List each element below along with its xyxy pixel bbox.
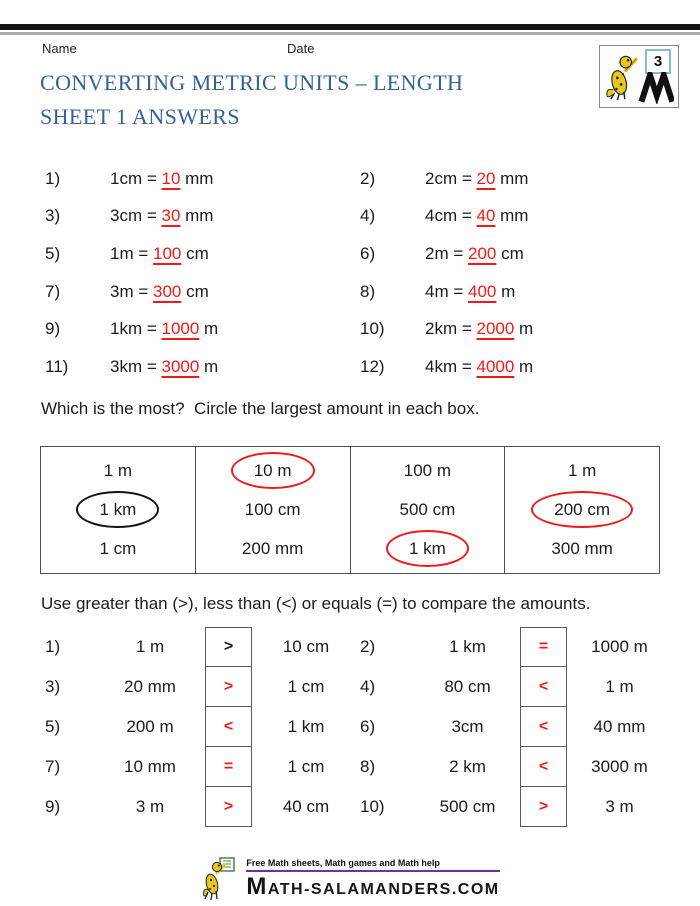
amount-option: 300 mm [551, 538, 613, 558]
comparison-symbol-box [205, 707, 252, 747]
problem-number: 6) [360, 717, 376, 736]
page-title-line2: SHEET 1 ANSWERS [40, 104, 240, 129]
compare-instruction: Use greater than (>), less than (<) or equals (=) to compare the amounts. [41, 594, 591, 613]
equation [110, 319, 360, 339]
comparison-symbol-box [205, 787, 252, 827]
left-amount: 200 m [126, 717, 174, 736]
equation-unit: m [514, 356, 534, 376]
conversion-row [0, 235, 700, 273]
equation-unit: cm [496, 243, 524, 263]
equation-lhs: 4m = [425, 281, 468, 301]
equation-lhs: 1m = [110, 243, 153, 263]
right-amount: 40 cm [282, 797, 330, 816]
most-box [41, 447, 195, 573]
problem-number: 7) [45, 281, 61, 301]
footer-logo-group [200, 856, 499, 902]
answer: 3000 [161, 356, 200, 376]
equation [425, 244, 675, 264]
equation-unit: mm [180, 168, 214, 188]
equation [425, 206, 675, 226]
footer-tagline: Free Math sheets, Math games and Math help [246, 856, 499, 872]
conversion-row [0, 198, 700, 236]
compare-row [0, 627, 700, 667]
comparison-symbol: < [223, 717, 234, 735]
equation-lhs: 1km = [110, 319, 162, 339]
comparison-symbol-box [520, 627, 567, 667]
comparison-symbol: = [223, 757, 234, 775]
equation-lhs: 4cm = [425, 206, 477, 226]
amount-option: 100 m [403, 461, 451, 481]
circled-answer: 200 cm [554, 499, 610, 519]
problem-number: 4) [360, 206, 376, 226]
conversion-row [0, 348, 700, 386]
problem-number: 1) [45, 168, 61, 188]
answer: 400 [468, 281, 497, 301]
most-box [350, 447, 505, 573]
problem-number: 3) [45, 677, 61, 696]
compare-row [0, 747, 700, 787]
equation [110, 206, 360, 226]
equation-unit: cm [181, 281, 209, 301]
right-amount: 1 km [287, 717, 325, 736]
equation-unit: mm [180, 206, 214, 226]
answer: 30 [161, 206, 181, 226]
amount-option: 500 cm [399, 499, 456, 519]
amount-option: 200 mm [241, 538, 304, 558]
answer: 2000 [476, 319, 515, 339]
right-amount: 3000 m [591, 757, 648, 776]
conversion-row [0, 160, 700, 198]
equation [425, 319, 675, 339]
comparison-symbol-box [520, 707, 567, 747]
answer: 40 [476, 206, 496, 226]
footer-salamander-icon [200, 856, 244, 902]
top-divider-bar [0, 24, 700, 30]
equation-unit: mm [495, 206, 529, 226]
problem-number: 4) [360, 677, 376, 696]
equation [110, 282, 360, 302]
comparison-symbol-box [205, 627, 252, 667]
comparison-symbol-box [520, 667, 567, 707]
equation-unit: m [199, 319, 219, 339]
problem-number: 6) [360, 243, 376, 263]
equation [110, 357, 360, 377]
equation [110, 244, 360, 264]
amount-option: 1 m [103, 461, 133, 481]
equation-unit: mm [495, 168, 529, 188]
circled-answer: 1 km [408, 538, 446, 558]
math-salamanders-logo [599, 45, 679, 108]
answer: 10 [161, 168, 181, 188]
equation-lhs: 1cm = [110, 168, 162, 188]
left-amount: 20 mm [124, 677, 176, 696]
comparison-symbol: = [538, 638, 549, 655]
grade-badge: 3 [645, 49, 671, 74]
problem-number: 9) [45, 319, 61, 339]
compare-row [0, 707, 700, 747]
equation [425, 169, 675, 189]
comparison-symbol: < [538, 717, 549, 735]
most-instruction: Which is the most? Circle the largest amount in each box. [41, 399, 480, 418]
problem-number: 7) [45, 757, 61, 776]
left-amount: 1 m [135, 637, 165, 656]
right-amount: 1000 m [591, 637, 648, 656]
comparison-symbol: > [223, 797, 234, 815]
equation-unit: m [199, 356, 219, 376]
comparison-symbol: > [223, 677, 234, 695]
equation-lhs: 4km = [425, 356, 477, 376]
comparison-symbol: > [538, 797, 549, 815]
answer: 4000 [476, 356, 515, 376]
left-amount: 3 m [135, 797, 165, 816]
answer: 200 [468, 243, 497, 263]
page-title-line1: CONVERTING METRIC UNITS – LENGTH [40, 70, 464, 95]
comparison-symbol-box [205, 747, 252, 787]
equation-unit: cm [181, 243, 209, 263]
left-amount: 3cm [451, 717, 484, 736]
right-amount: 10 cm [282, 637, 330, 656]
footer [0, 856, 700, 902]
problem-number: 2) [360, 168, 376, 188]
equation-lhs: 2cm = [425, 168, 477, 188]
left-amount: 80 cm [444, 677, 491, 696]
problem-number: 1) [45, 637, 61, 656]
page-title [40, 66, 600, 134]
amount-option: 100 cm [244, 499, 301, 519]
equation-lhs: 2m = [425, 243, 468, 263]
largest-amount-table [40, 446, 660, 574]
equation-lhs: 3m = [110, 281, 153, 301]
date-label: Date [287, 41, 315, 56]
right-amount: 1 cm [287, 757, 325, 776]
problem-number: 10) [360, 797, 385, 816]
most-box [504, 447, 659, 573]
conversion-problems [0, 160, 700, 386]
answer: 20 [476, 168, 496, 188]
right-amount: 40 mm [593, 717, 646, 736]
problem-number: 8) [360, 281, 376, 301]
problem-number: 9) [45, 797, 61, 816]
problem-number: 5) [45, 717, 61, 736]
footer-text-block [246, 856, 499, 901]
m-logo-icon [638, 72, 674, 109]
salamander-icon [603, 50, 641, 107]
equation [425, 282, 675, 302]
comparison-symbol: < [538, 677, 549, 695]
answer: 1000 [161, 319, 200, 339]
equation-unit: m [514, 319, 534, 339]
amount-option: 1 m [567, 461, 597, 481]
problem-number: 3) [45, 206, 61, 226]
compare-row [0, 667, 700, 707]
circled-answer: 10 m [253, 461, 292, 481]
problem-number: 10) [360, 319, 385, 339]
problem-number: 5) [45, 243, 61, 263]
top-divider-shadow [0, 32, 700, 35]
left-amount: 500 cm [439, 797, 496, 816]
most-box [195, 447, 350, 573]
equation [425, 357, 675, 377]
equation [110, 169, 360, 189]
equation-lhs: 2km = [425, 319, 477, 339]
equation-unit: m [496, 281, 516, 301]
answer: 300 [153, 281, 182, 301]
equation-lhs: 3km = [110, 356, 162, 376]
conversion-row [0, 273, 700, 311]
problem-number: 8) [360, 757, 376, 776]
right-amount: 1 cm [287, 677, 325, 696]
conversion-row [0, 310, 700, 348]
comparison-symbol: < [538, 757, 549, 775]
comparison-symbol: > [223, 638, 234, 655]
left-amount: 1 km [449, 637, 486, 656]
amount-option: 1 cm [99, 538, 137, 558]
footer-site-name: MATH-SALAMANDERS.COM [246, 873, 500, 900]
name-label: Name [42, 41, 77, 56]
problem-number: 12) [360, 356, 385, 376]
left-amount: 10 mm [124, 757, 176, 776]
comparison-symbol-box [205, 667, 252, 707]
left-amount: 2 km [449, 757, 486, 776]
answer: 100 [153, 243, 182, 263]
comparison-symbol-box [520, 747, 567, 787]
problem-number: 11) [45, 356, 69, 376]
comparison-problems [0, 627, 700, 827]
comparison-symbol-box [520, 787, 567, 827]
right-amount: 3 m [605, 797, 634, 816]
compare-row [0, 787, 700, 827]
circled-answer: 1 km [99, 499, 137, 519]
right-amount: 1 m [605, 677, 634, 696]
problem-number: 2) [360, 637, 376, 656]
equation-lhs: 3cm = [110, 206, 162, 226]
